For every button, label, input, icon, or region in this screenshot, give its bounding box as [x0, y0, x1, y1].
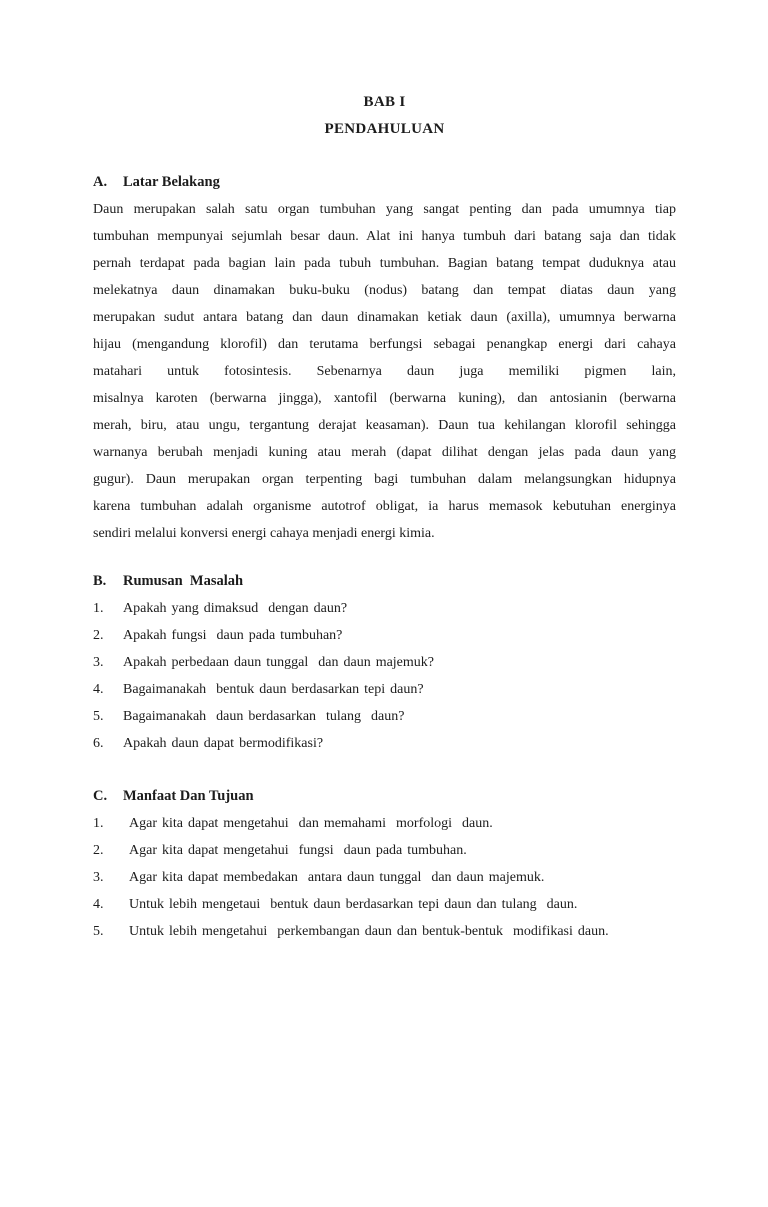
section-b-label: B.: [93, 573, 107, 589]
paragraph-line: melekatnya daun dinamakan buku-buku (nodus) batang dan tempat diatas daun yang: [93, 283, 676, 298]
list-item-number: 5.: [93, 924, 104, 939]
manfaat-tujuan-list: [93, 810, 676, 945]
list-item: [93, 918, 676, 945]
list-item-number: 6.: [93, 736, 104, 751]
list-item-number: 1.: [93, 816, 104, 831]
list-item: [93, 891, 676, 918]
list-item: [93, 810, 676, 837]
list-item: [93, 595, 676, 622]
list-item: [93, 864, 676, 891]
list-item: [93, 622, 676, 649]
list-item-text: Apakah fungsi daun pada tumbuhan?: [123, 628, 343, 643]
list-item-text: Untuk lebih mengetaui bentuk daun berdasarkan tepi daun dan tulang daun.: [129, 897, 578, 912]
list-item-text: Apakah yang dimaksud dengan daun?: [123, 601, 348, 616]
paragraph-line: Daun merupakan salah satu organ tumbuhan yang sangat penting dan pada umumnya tiap: [93, 202, 676, 217]
list-item-text: Apakah perbedaan daun tunggal dan daun majemuk?: [123, 655, 435, 670]
list-item: [93, 649, 676, 676]
list-item-text: Bagaimanakah bentuk daun berdasarkan tepi daun?: [123, 682, 424, 697]
paragraph-line: warnanya berubah menjadi kuning atau merah (dapat dilihat dengan jelas pada daun yang: [93, 445, 676, 460]
list-item-number: 2.: [93, 628, 104, 643]
paragraph-line: gugur). Daun merupakan organ terpenting bagi tumbuhan dalam melangsungkan hidupnya: [93, 472, 676, 487]
list-item-text: Apakah daun dapat bermodifikasi?: [123, 736, 324, 751]
list-item: [93, 703, 676, 730]
paragraph-line: merah, biru, atau ungu, tergantung derajat keasaman). Daun tua kehilangan klorofil sehingga: [93, 418, 676, 433]
paragraph-line: karena tumbuhan adalah organisme autotrof obligat, ia harus memasok kebutuhan energinya: [93, 499, 676, 514]
document-content: [93, 89, 676, 945]
paragraph-line: matahari untuk fotosintesis. Sebenarnya daun juga memiliki pigmen lain,: [93, 364, 676, 379]
list-item-text: Agar kita dapat membedakan antara daun tunggal dan daun majemuk.: [129, 870, 545, 885]
list-item-number: 3.: [93, 870, 104, 885]
list-item-number: 2.: [93, 843, 104, 858]
list-item-number: 4.: [93, 682, 104, 697]
paragraph-line: misalnya karoten (berwarna jingga), xantofil (berwarna kuning), dan antosianin (berwarna: [93, 391, 676, 406]
list-item: [93, 730, 676, 757]
chapter-subtitle: PENDAHULUAN: [324, 121, 445, 137]
section-a-heading: [93, 169, 676, 196]
list-item-text: Untuk lebih mengetahui perkembangan daun dan bentuk-bentuk modifikasi daun.: [129, 924, 609, 939]
rumusan-masalah-list: [93, 595, 676, 757]
list-item-text: Bagaimanakah daun berdasarkan tulang daun?: [123, 709, 405, 724]
list-item-number: 1.: [93, 601, 104, 616]
section-b-heading: [93, 568, 676, 595]
list-item-text: Agar kita dapat mengetahui dan memahami morfologi daun.: [129, 816, 493, 831]
list-item: [93, 676, 676, 703]
latar-belakang-paragraph: [93, 196, 676, 547]
section-c-heading: [93, 783, 676, 810]
section-c-label: C.: [93, 788, 108, 804]
paragraph-line: tumbuhan mempunyai sejumlah besar daun. Alat ini hanya tumbuh dari batang saja dan tidak: [93, 229, 676, 244]
section-a-label: A.: [93, 174, 108, 190]
paragraph-line: pernah terdapat pada bagian lain pada tubuh tumbuhan. Bagian batang tempat duduknya atau: [93, 256, 676, 271]
paragraph-line: hijau (mengandung klorofil) dan terutama berfungsi sebagai penangkap energi dari cahaya: [93, 337, 676, 352]
list-item-number: 3.: [93, 655, 104, 670]
paragraph-line: merupakan sudut antara batang dan daun dinamakan ketiak daun (axilla), umumnya berwarna: [93, 310, 676, 325]
list-item-text: Agar kita dapat mengetahui fungsi daun pada tumbuhan.: [129, 843, 467, 858]
section-b-title: Rumusan Masalah: [123, 573, 244, 589]
list-item-number: 5.: [93, 709, 104, 724]
paragraph-line: sendiri melalui konversi energi cahaya menjadi energi kimia.: [93, 526, 435, 541]
list-item: [93, 837, 676, 864]
chapter-title: BAB I: [363, 94, 406, 110]
list-item-number: 4.: [93, 897, 104, 912]
section-c-title: Manfaat Dan Tujuan: [123, 788, 254, 804]
section-a-title: Latar Belakang: [123, 174, 220, 190]
